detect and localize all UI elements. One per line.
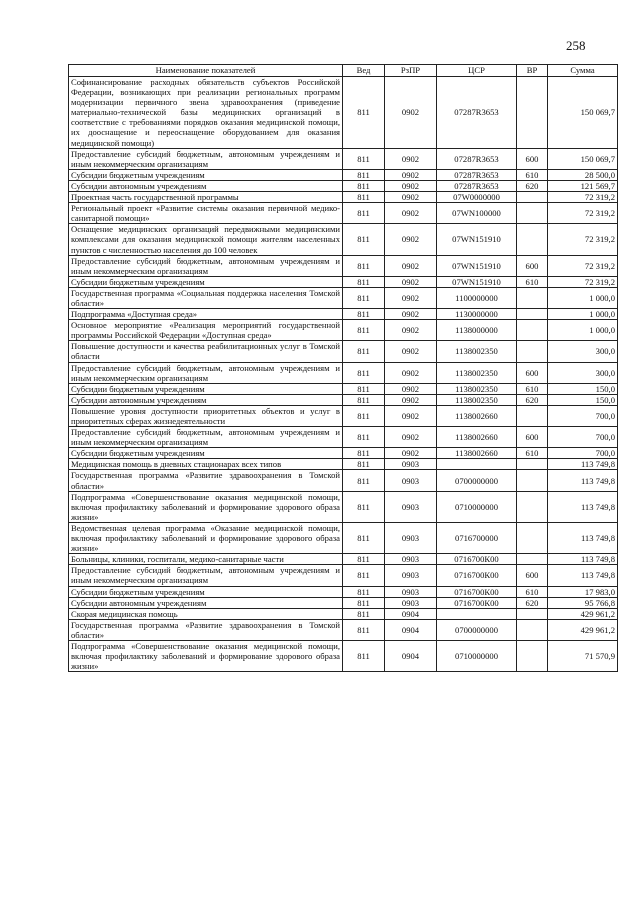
row-vr-cell xyxy=(517,459,548,470)
row-rzpr-cell: 0902 xyxy=(385,309,437,320)
row-rzpr-cell: 0904 xyxy=(385,619,437,640)
row-rzpr-cell: 0902 xyxy=(385,224,437,255)
row-rzpr-cell: 0903 xyxy=(385,491,437,522)
row-name-cell: Основное мероприятие «Реализация мероприятий государственной программы Российской Федерации «Доступная среда» xyxy=(69,320,343,341)
row-vr-cell: 600 xyxy=(517,427,548,448)
row-vr-cell: 600 xyxy=(517,362,548,383)
row-vr-cell: 610 xyxy=(517,276,548,287)
row-ved-cell: 811 xyxy=(343,394,385,405)
table-row xyxy=(69,309,618,320)
row-rzpr-cell: 0902 xyxy=(385,287,437,308)
row-ved-cell: 811 xyxy=(343,148,385,169)
row-name-cell: Субсидии бюджетным учреждениям xyxy=(69,383,343,394)
header-rzpr: РзПР xyxy=(385,65,437,77)
row-rzpr-cell: 0902 xyxy=(385,192,437,203)
row-csr-cell: 07WN100000 xyxy=(437,203,517,224)
table-body xyxy=(69,77,618,672)
row-sum-cell: 700,0 xyxy=(548,448,618,459)
row-sum-cell: 429 961,2 xyxy=(548,608,618,619)
row-name-cell: Субсидии бюджетным учреждениям xyxy=(69,169,343,180)
row-sum-cell: 72 319,2 xyxy=(548,276,618,287)
row-csr-cell: 0710000000 xyxy=(437,640,517,671)
row-csr-cell: 0716700К00 xyxy=(437,565,517,586)
row-sum-cell: 72 319,2 xyxy=(548,224,618,255)
row-sum-cell: 17 983,0 xyxy=(548,586,618,597)
table-row xyxy=(69,405,618,426)
row-vr-cell: 600 xyxy=(517,565,548,586)
row-rzpr-cell: 0902 xyxy=(385,276,437,287)
row-csr-cell: 07W0000000 xyxy=(437,192,517,203)
row-vr-cell: 600 xyxy=(517,148,548,169)
row-vr-cell xyxy=(517,640,548,671)
row-name-cell: Медицинская помощь в дневных стационарах всех типов xyxy=(69,459,343,470)
table-row xyxy=(69,427,618,448)
header-sum: Сумма xyxy=(548,65,618,77)
row-vr-cell xyxy=(517,491,548,522)
row-rzpr-cell: 0902 xyxy=(385,448,437,459)
row-name-cell: Государственная программа «Социальная поддержка населения Томской области» xyxy=(69,287,343,308)
row-vr-cell: 620 xyxy=(517,394,548,405)
row-csr-cell: 0700000000 xyxy=(437,470,517,491)
row-csr-cell: 07287R3653 xyxy=(437,77,517,149)
table-row xyxy=(69,640,618,671)
row-csr-cell: 1138002350 xyxy=(437,383,517,394)
row-name-cell: Субсидии автономным учреждениям xyxy=(69,180,343,191)
row-ved-cell: 811 xyxy=(343,427,385,448)
row-sum-cell: 300,0 xyxy=(548,362,618,383)
row-csr-cell: 0716700000 xyxy=(437,522,517,553)
row-vr-cell: 620 xyxy=(517,597,548,608)
row-csr-cell: 1138002660 xyxy=(437,405,517,426)
table-row xyxy=(69,320,618,341)
row-csr-cell: 1138000000 xyxy=(437,320,517,341)
row-vr-cell xyxy=(517,203,548,224)
row-sum-cell: 113 749,8 xyxy=(548,522,618,553)
row-csr-cell: 1138002660 xyxy=(437,448,517,459)
table-row xyxy=(69,459,618,470)
row-ved-cell: 811 xyxy=(343,169,385,180)
row-ved-cell: 811 xyxy=(343,597,385,608)
row-csr-cell: 07287R3653 xyxy=(437,169,517,180)
table-row xyxy=(69,276,618,287)
row-vr-cell xyxy=(517,224,548,255)
row-sum-cell: 113 749,8 xyxy=(548,470,618,491)
row-ved-cell: 811 xyxy=(343,255,385,276)
row-ved-cell: 811 xyxy=(343,554,385,565)
row-name-cell: Скорая медицинская помощь xyxy=(69,608,343,619)
table-row xyxy=(69,203,618,224)
row-ved-cell: 811 xyxy=(343,470,385,491)
row-vr-cell xyxy=(517,192,548,203)
row-name-cell: Субсидии автономным учреждениям xyxy=(69,394,343,405)
row-ved-cell: 811 xyxy=(343,491,385,522)
row-sum-cell: 113 749,8 xyxy=(548,565,618,586)
row-vr-cell xyxy=(517,309,548,320)
row-rzpr-cell: 0903 xyxy=(385,586,437,597)
row-ved-cell: 811 xyxy=(343,586,385,597)
row-name-cell: Софинансирование расходных обязательств субъектов Российской Федерации, возникающих при реализации региональных программ модернизации первичного звена здравоохранения (приведение материально-технической базы медицинских организаций в соответствие с требованиями порядков оказания медицинской помощи, их дооснащение и переоснащение оборудованием для оказания медицинской помощи) xyxy=(69,77,343,149)
row-vr-cell: 600 xyxy=(517,255,548,276)
row-rzpr-cell: 0903 xyxy=(385,554,437,565)
row-ved-cell: 811 xyxy=(343,608,385,619)
row-csr-cell: 07WN151910 xyxy=(437,255,517,276)
row-csr-cell: 07287R3653 xyxy=(437,148,517,169)
row-rzpr-cell: 0903 xyxy=(385,470,437,491)
row-name-cell: Субсидии бюджетным учреждениям xyxy=(69,448,343,459)
row-rzpr-cell: 0904 xyxy=(385,640,437,671)
row-csr-cell: 0710000000 xyxy=(437,491,517,522)
row-sum-cell: 1 000,0 xyxy=(548,309,618,320)
row-rzpr-cell: 0902 xyxy=(385,77,437,149)
row-rzpr-cell: 0902 xyxy=(385,405,437,426)
header-ved: Вед xyxy=(343,65,385,77)
table-row xyxy=(69,180,618,191)
row-sum-cell: 72 319,2 xyxy=(548,203,618,224)
row-rzpr-cell: 0903 xyxy=(385,597,437,608)
table-row xyxy=(69,565,618,586)
row-sum-cell: 150,0 xyxy=(548,394,618,405)
row-sum-cell: 700,0 xyxy=(548,427,618,448)
row-rzpr-cell: 0904 xyxy=(385,608,437,619)
row-rzpr-cell: 0902 xyxy=(385,427,437,448)
row-name-cell: Подпрограмма «Совершенствование оказания медицинской помощи, включая профилактику заболеваний и формирование здорового образа жизни» xyxy=(69,491,343,522)
row-ved-cell: 811 xyxy=(343,522,385,553)
row-name-cell: Субсидии бюджетным учреждениям xyxy=(69,276,343,287)
row-rzpr-cell: 0902 xyxy=(385,203,437,224)
row-csr-cell: 1138002350 xyxy=(437,394,517,405)
row-rzpr-cell: 0903 xyxy=(385,459,437,470)
row-vr-cell xyxy=(517,522,548,553)
table-row xyxy=(69,169,618,180)
row-vr-cell xyxy=(517,77,548,149)
row-ved-cell: 811 xyxy=(343,320,385,341)
row-rzpr-cell: 0902 xyxy=(385,180,437,191)
row-name-cell: Предоставление субсидий бюджетным, автономным учреждениям и иным некоммерческим организациям xyxy=(69,565,343,586)
row-sum-cell: 95 766,8 xyxy=(548,597,618,608)
row-name-cell: Оснащение медицинских организаций передвижными медицинскими комплексами для оказания медицинской помощи жителям населенных пунктов с численностью населения до 100 человек xyxy=(69,224,343,255)
row-name-cell: Ведомственная целевая программа «Оказание медицинской помощи, включая профилактику заболеваний и формирование здорового образа жизни» xyxy=(69,522,343,553)
table-row xyxy=(69,287,618,308)
table-row xyxy=(69,608,618,619)
table-row xyxy=(69,224,618,255)
row-sum-cell: 1 000,0 xyxy=(548,320,618,341)
row-rzpr-cell: 0902 xyxy=(385,362,437,383)
table-row xyxy=(69,586,618,597)
table-row xyxy=(69,554,618,565)
row-sum-cell: 71 570,9 xyxy=(548,640,618,671)
table-row xyxy=(69,148,618,169)
row-name-cell: Государственная программа «Развитие здравоохранения в Томской области» xyxy=(69,619,343,640)
table-header-row xyxy=(69,65,618,77)
row-csr-cell: 1100000000 xyxy=(437,287,517,308)
header-vr: ВР xyxy=(517,65,548,77)
row-sum-cell: 72 319,2 xyxy=(548,192,618,203)
table-row xyxy=(69,341,618,362)
row-ved-cell: 811 xyxy=(343,459,385,470)
row-ved-cell: 811 xyxy=(343,640,385,671)
row-vr-cell xyxy=(517,287,548,308)
row-ved-cell: 811 xyxy=(343,203,385,224)
row-vr-cell xyxy=(517,341,548,362)
row-ved-cell: 811 xyxy=(343,192,385,203)
row-csr-cell: 1138002660 xyxy=(437,427,517,448)
row-sum-cell: 113 749,8 xyxy=(548,491,618,522)
row-csr-cell: 1138002350 xyxy=(437,341,517,362)
table-row xyxy=(69,394,618,405)
row-sum-cell: 1 000,0 xyxy=(548,287,618,308)
row-name-cell: Предоставление субсидий бюджетным, автономным учреждениям и иным некоммерческим организациям xyxy=(69,362,343,383)
row-ved-cell: 811 xyxy=(343,309,385,320)
row-sum-cell: 113 749,8 xyxy=(548,459,618,470)
row-csr-cell: 0700000000 xyxy=(437,619,517,640)
row-ved-cell: 811 xyxy=(343,619,385,640)
row-name-cell: Субсидии бюджетным учреждениям xyxy=(69,586,343,597)
row-vr-cell: 610 xyxy=(517,169,548,180)
row-name-cell: Больницы, клиники, госпитали, медико-санитарные части xyxy=(69,554,343,565)
row-ved-cell: 811 xyxy=(343,383,385,394)
row-ved-cell: 811 xyxy=(343,362,385,383)
table-row xyxy=(69,383,618,394)
row-csr-cell: 1130000000 xyxy=(437,309,517,320)
row-vr-cell: 610 xyxy=(517,586,548,597)
row-ved-cell: 811 xyxy=(343,180,385,191)
row-rzpr-cell: 0902 xyxy=(385,383,437,394)
row-csr-cell xyxy=(437,608,517,619)
row-vr-cell: 610 xyxy=(517,383,548,394)
row-name-cell: Государственная программа «Развитие здравоохранения в Томской области» xyxy=(69,470,343,491)
row-name-cell: Предоставление субсидий бюджетным, автономным учреждениям и иным некоммерческим организациям xyxy=(69,427,343,448)
row-vr-cell: 620 xyxy=(517,180,548,191)
row-name-cell: Региональный проект «Развитие системы оказания первичной медико-санитарной помощи» xyxy=(69,203,343,224)
row-sum-cell: 113 749,8 xyxy=(548,554,618,565)
row-ved-cell: 811 xyxy=(343,287,385,308)
row-name-cell: Подпрограмма «Доступная среда» xyxy=(69,309,343,320)
row-sum-cell: 150,0 xyxy=(548,383,618,394)
row-csr-cell: 07287R3653 xyxy=(437,180,517,191)
row-rzpr-cell: 0903 xyxy=(385,565,437,586)
row-vr-cell xyxy=(517,320,548,341)
row-rzpr-cell: 0902 xyxy=(385,320,437,341)
table-row xyxy=(69,619,618,640)
row-sum-cell: 121 569,7 xyxy=(548,180,618,191)
row-ved-cell: 811 xyxy=(343,448,385,459)
header-csr: ЦСР xyxy=(437,65,517,77)
row-name-cell: Подпрограмма «Совершенствование оказания медицинской помощи, включая профилактику заболеваний и формирование здорового образа жизни» xyxy=(69,640,343,671)
row-name-cell: Повышение доступности и качества реабилитационных услуг в Томской области xyxy=(69,341,343,362)
row-name-cell: Субсидии автономным учреждениям xyxy=(69,597,343,608)
row-csr-cell: 0716700К00 xyxy=(437,554,517,565)
row-vr-cell xyxy=(517,554,548,565)
table-row xyxy=(69,491,618,522)
table-row xyxy=(69,470,618,491)
row-ved-cell: 811 xyxy=(343,224,385,255)
table-row xyxy=(69,362,618,383)
table-row xyxy=(69,522,618,553)
table-row xyxy=(69,192,618,203)
row-sum-cell: 150 069,7 xyxy=(548,77,618,149)
row-vr-cell xyxy=(517,608,548,619)
row-ved-cell: 811 xyxy=(343,405,385,426)
table-row xyxy=(69,597,618,608)
row-sum-cell: 150 069,7 xyxy=(548,148,618,169)
row-vr-cell xyxy=(517,405,548,426)
header-name: Наименование показателей xyxy=(69,65,343,77)
row-rzpr-cell: 0902 xyxy=(385,255,437,276)
row-ved-cell: 811 xyxy=(343,341,385,362)
row-csr-cell: 0716700К00 xyxy=(437,597,517,608)
row-name-cell: Повышение уровня доступности приоритетных объектов и услуг в приоритетных сферах жизнедеятельности xyxy=(69,405,343,426)
row-rzpr-cell: 0903 xyxy=(385,522,437,553)
table-row xyxy=(69,255,618,276)
row-name-cell: Предоставление субсидий бюджетным, автономным учреждениям и иным некоммерческим организациям xyxy=(69,255,343,276)
row-sum-cell: 28 500,0 xyxy=(548,169,618,180)
row-csr-cell: 07WN151910 xyxy=(437,276,517,287)
row-sum-cell: 300,0 xyxy=(548,341,618,362)
row-csr-cell: 0716700К00 xyxy=(437,586,517,597)
row-sum-cell: 72 319,2 xyxy=(548,255,618,276)
row-rzpr-cell: 0902 xyxy=(385,341,437,362)
row-ved-cell: 811 xyxy=(343,565,385,586)
row-sum-cell: 429 961,2 xyxy=(548,619,618,640)
table-row xyxy=(69,77,618,149)
page-number: 258 xyxy=(566,38,586,53)
table-row xyxy=(69,448,618,459)
row-csr-cell: 07WN151910 xyxy=(437,224,517,255)
row-rzpr-cell: 0902 xyxy=(385,169,437,180)
row-rzpr-cell: 0902 xyxy=(385,394,437,405)
row-csr-cell xyxy=(437,459,517,470)
row-rzpr-cell: 0902 xyxy=(385,148,437,169)
row-ved-cell: 811 xyxy=(343,276,385,287)
row-name-cell: Предоставление субсидий бюджетным, автономным учреждениям и иным некоммерческим организациям xyxy=(69,148,343,169)
budget-table xyxy=(68,64,618,672)
row-sum-cell: 700,0 xyxy=(548,405,618,426)
row-name-cell: Проектная часть государственной программы xyxy=(69,192,343,203)
row-vr-cell xyxy=(517,470,548,491)
row-vr-cell: 610 xyxy=(517,448,548,459)
row-csr-cell: 1138002350 xyxy=(437,362,517,383)
row-vr-cell xyxy=(517,619,548,640)
row-ved-cell: 811 xyxy=(343,77,385,149)
